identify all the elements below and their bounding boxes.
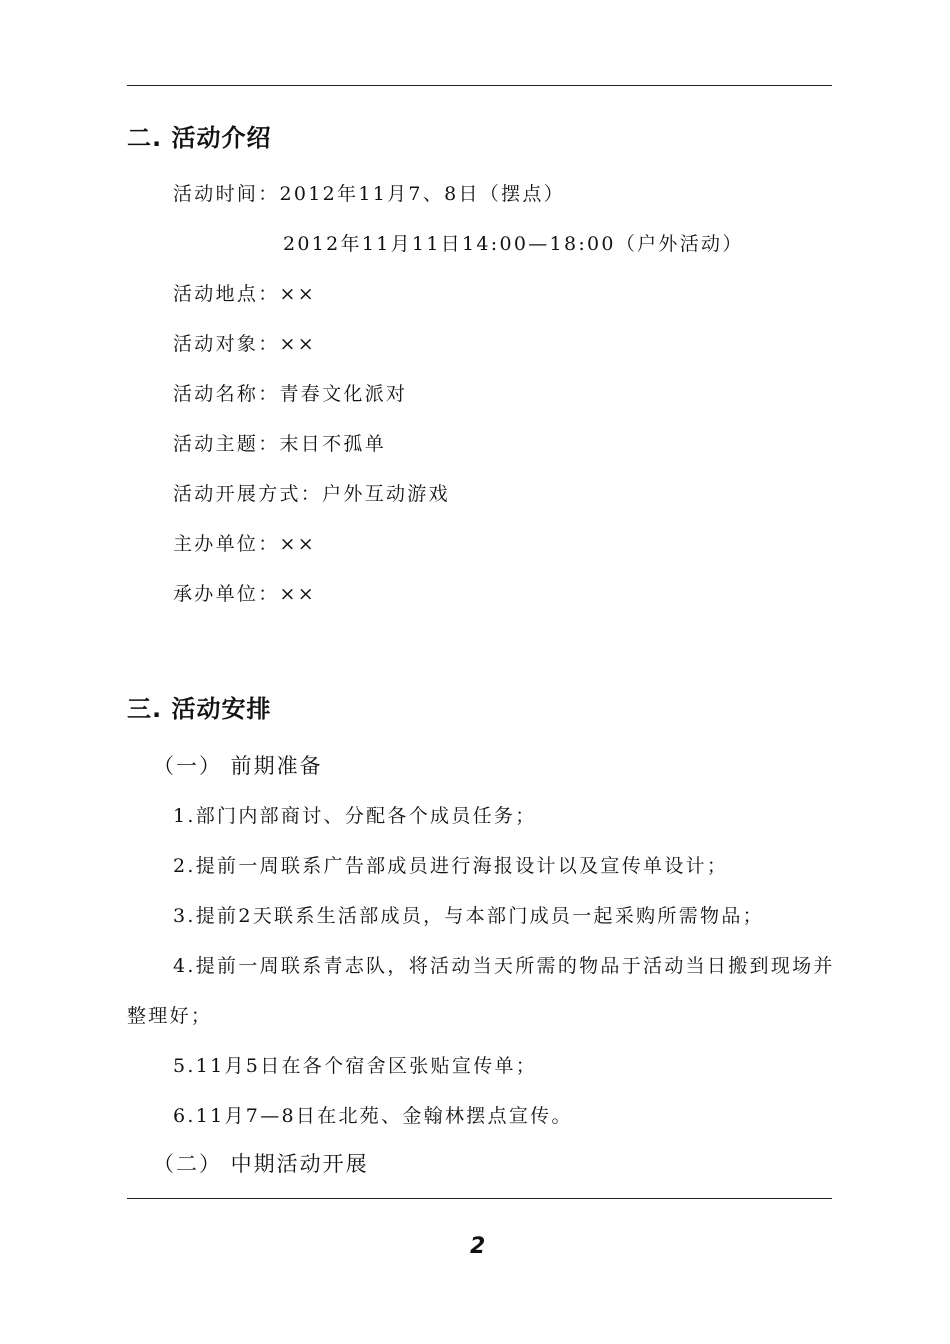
list-item: 6.11月7—8日在北苑、金翰林摆点宣传。: [173, 1105, 573, 1127]
activity-format-line: 活动开展方式：户外互动游戏: [173, 483, 450, 505]
list-item: 4.提前一周联系青志队，将活动当天所需的物品于活动当日搬到现场并: [173, 955, 835, 977]
list-item: 3.提前2天联系生活部成员，与本部门成员一起采购所需物品；: [173, 905, 764, 927]
section-heading-arrangement: 三. 活动安排: [127, 695, 272, 723]
organizer-line: 主办单位：××: [173, 533, 316, 555]
activity-time-line-2: 2012年11月11日14:00—18:00（户外活动）: [283, 233, 744, 255]
list-item: 5.11月5日在各个宿舍区张贴宣传单；: [173, 1055, 538, 1077]
page-number: 2: [470, 1234, 486, 1259]
subsection-preparation: （一） 前期准备: [153, 754, 323, 778]
list-item-continuation: 整理好；: [127, 1005, 213, 1027]
subsection-mid-term: （二） 中期活动开展: [153, 1152, 369, 1176]
footer-rule: [127, 1198, 832, 1199]
activity-location-line: 活动地点：××: [173, 283, 316, 305]
co-organizer-line: 承办单位：××: [173, 583, 316, 605]
activity-time-line: 活动时间：2012年11月7、8日（摆点）: [173, 183, 566, 205]
activity-theme-line: 活动主题：末日不孤单: [173, 433, 387, 455]
list-item: 2.提前一周联系广告部成员进行海报设计以及宣传单设计；: [173, 855, 729, 877]
section-heading-introduction: 二. 活动介绍: [127, 124, 272, 152]
activity-audience-line: 活动对象：××: [173, 333, 316, 355]
header-rule: [127, 85, 832, 86]
list-item: 1.部门内部商讨、分配各个成员任务；: [173, 805, 537, 827]
activity-name-line: 活动名称：青春文化派对: [173, 383, 408, 405]
